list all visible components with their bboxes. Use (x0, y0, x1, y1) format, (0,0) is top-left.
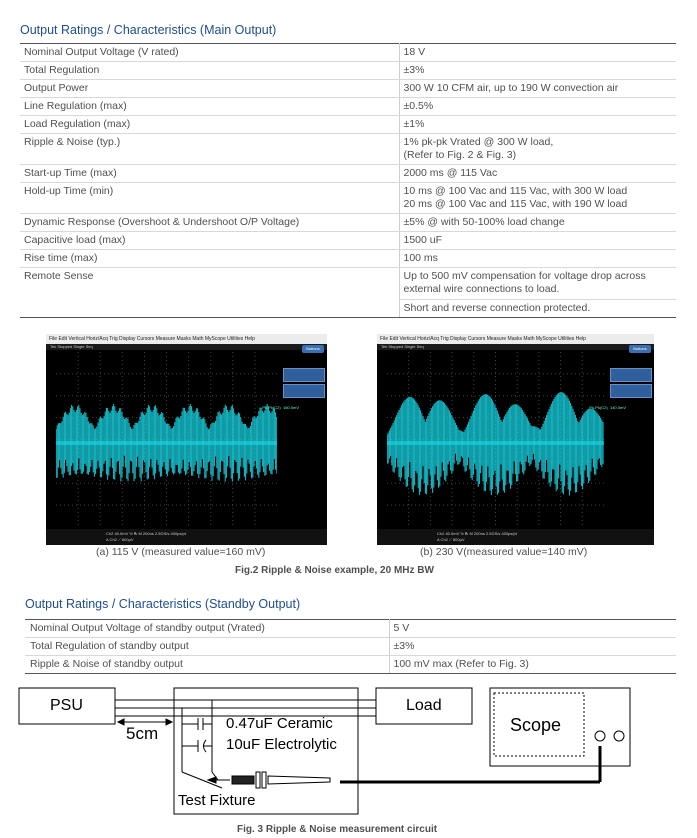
spec-value-cell (399, 80, 676, 98)
standby-output-title: Output Ratings / Characteristics (Standby Output) (25, 597, 301, 611)
spec-value: 10 ms @ 100 Vac and 115 Vac, with 300 W load (403, 185, 628, 197)
spec-value: Up to 500 mV compensation for voltage drop across (403, 270, 646, 282)
scope-waveform (387, 352, 604, 527)
spec-row (20, 134, 676, 165)
spec-value-cell (399, 268, 676, 318)
spec-row (20, 116, 676, 134)
standby-output-table (25, 619, 676, 674)
standby-row (25, 656, 676, 674)
spec-value-cell (399, 214, 676, 232)
spec-value-cont: external wire connections to load. (403, 283, 560, 295)
scope-side-panel (610, 368, 652, 382)
spec-value: 100 ms (403, 252, 438, 264)
standby-label: Nominal Output Voltage of standby output (Vrated) (25, 620, 389, 638)
standby-row (25, 638, 676, 656)
spec-row (20, 98, 676, 116)
main-output-title: Output Ratings / Characteristics (Main Output) (20, 23, 277, 37)
scope-bottom-bar (46, 529, 327, 545)
oscilloscope-screenshot-230v (377, 334, 654, 545)
spec-value: 2000 ms @ 115 Vac (403, 167, 498, 179)
spec-value-cell (399, 250, 676, 268)
spec-value-cell (399, 165, 676, 183)
spec-value: 1% pk-pk Vrated @ 300 W load, (403, 136, 554, 148)
spec-value-cell (399, 44, 676, 62)
standby-row (25, 620, 676, 638)
spec-row (20, 165, 676, 183)
main-output-table (20, 43, 676, 318)
scope-side-panel (283, 368, 325, 382)
spec-label: Dynamic Response (Overshoot & Undershoot O/P Voltage) (20, 214, 399, 232)
spec-value-cell (399, 116, 676, 134)
ceramic-cap-label: 0.47uF Ceramic (226, 715, 333, 732)
spec-label: Load Regulation (max) (20, 116, 399, 134)
spec-value: ±5% @ with 50-100% load change (403, 216, 565, 228)
spec-value-cell (399, 134, 676, 165)
scope-measured-value: 160.0mV (282, 405, 299, 410)
spec-label: Remote Sense (20, 268, 399, 318)
scope-side-panel (283, 384, 325, 398)
spec-row (20, 268, 676, 318)
spec-label: Output Power (20, 80, 399, 98)
fig3-caption: Fig. 3 Ripple & Noise measurement circuit (237, 824, 438, 835)
spec-label: Rise time (max) (20, 250, 399, 268)
fig2-caption-b: (b) 230 V(measured value=140 mV) (420, 546, 588, 558)
scope-bottom-info: Ch2 40.0mV ½ ℞ M 200ns 2.5GS/s 400ps/pt (437, 531, 517, 536)
standby-label: Ripple & Noise of standby output (25, 656, 389, 674)
spec-value: 18 V (403, 46, 426, 58)
load-label: Load (406, 697, 442, 714)
scope-buttons: Buttons (629, 345, 651, 353)
spec-value-cell (399, 62, 676, 80)
spec-row (20, 250, 676, 268)
scope-trigger-info: A Ch2 ⟋ 800µV (106, 537, 134, 542)
scope-label: Scope (510, 715, 562, 735)
measurement-circuit-diagram (0, 680, 697, 838)
electrolytic-cap-label: 10uF Electrolytic (226, 736, 337, 753)
spec-row (20, 44, 676, 62)
spec-value: 1500 uF (403, 234, 443, 246)
scope-side-panel (610, 384, 652, 398)
scope-status: Tek Stopped Single Seq (46, 344, 327, 350)
scope-waveform (56, 352, 277, 527)
scope-status: Tek Stopped Single Seq (377, 344, 654, 350)
spec-row (20, 214, 676, 232)
standby-value: 100 mV max (Refer to Fig. 3) (389, 656, 676, 674)
fig2-caption: Fig.2 Ripple & Noise example, 20 MHz BW (235, 565, 434, 576)
spec-row (20, 232, 676, 250)
spec-label: Capacitive load (max) (20, 232, 399, 250)
spec-value-2: 20 ms @ 100 Vac and 115 Vac, with 190 W load (403, 198, 628, 210)
distance-label: 5cm (126, 724, 159, 743)
spec-label: Hold-up Time (min) (20, 183, 399, 214)
scope-menubar: File Edit Vertical Horiz/Acq Trig Display Cursors Measure Masks Math MyScope Utilities Help (46, 334, 327, 344)
spec-label: Start-up Time (max) (20, 165, 399, 183)
test-fixture-label: Test Fixture (178, 792, 256, 809)
spec-value-cell (399, 232, 676, 250)
spec-row (20, 80, 676, 98)
standby-value: 5 V (389, 620, 676, 638)
scope-trace-label: Pk-Pk(C2) (262, 405, 281, 410)
spec-row (20, 62, 676, 80)
spec-value: ±0.5% (403, 100, 434, 112)
spec-value: ±1% (403, 118, 425, 130)
standby-value: ±3% (389, 638, 676, 656)
spec-label: Total Regulation (20, 62, 399, 80)
spec-value-cell (399, 183, 676, 214)
scope-bottom-bar (377, 529, 654, 545)
spec-value: 300 W 10 CFM air, up to 190 W convection air (403, 82, 619, 94)
spec-label: Line Regulation (max) (20, 98, 399, 116)
scope-trace-label: Pk-Pk(C2) (589, 405, 608, 410)
scope-trigger-info: A Ch2 ⟋ 800µV (437, 537, 465, 542)
spec-label: Ripple & Noise (typ.) (20, 134, 399, 165)
spec-row (20, 183, 676, 214)
oscilloscope-screenshot-115v (46, 334, 327, 545)
scope-bottom-info: Ch2 40.0mV ½ ℞ M 200ns 2.5GS/s 400ps/pt (106, 531, 186, 536)
standby-label: Total Regulation of standby output (25, 638, 389, 656)
scope-buttons: Buttons (302, 345, 324, 353)
spec-value-2: (Refer to Fig. 2 & Fig. 3) (403, 149, 517, 161)
scope-measured-value: 140.0mV (609, 405, 626, 410)
fig2-caption-a: (a) 115 V (measured value=160 mV) (96, 546, 266, 558)
scope-menubar: File Edit Vertical Horiz/Acq Trig Display Cursors Measure Masks Math MyScope Utilities Help (377, 334, 654, 344)
psu-label: PSU (50, 697, 83, 714)
spec-value-2: Short and reverse connection protected. (400, 299, 677, 315)
spec-value: ±3% (403, 64, 425, 76)
spec-label: Nominal Output Voltage (V rated) (20, 44, 399, 62)
spec-value-cell (399, 98, 676, 116)
